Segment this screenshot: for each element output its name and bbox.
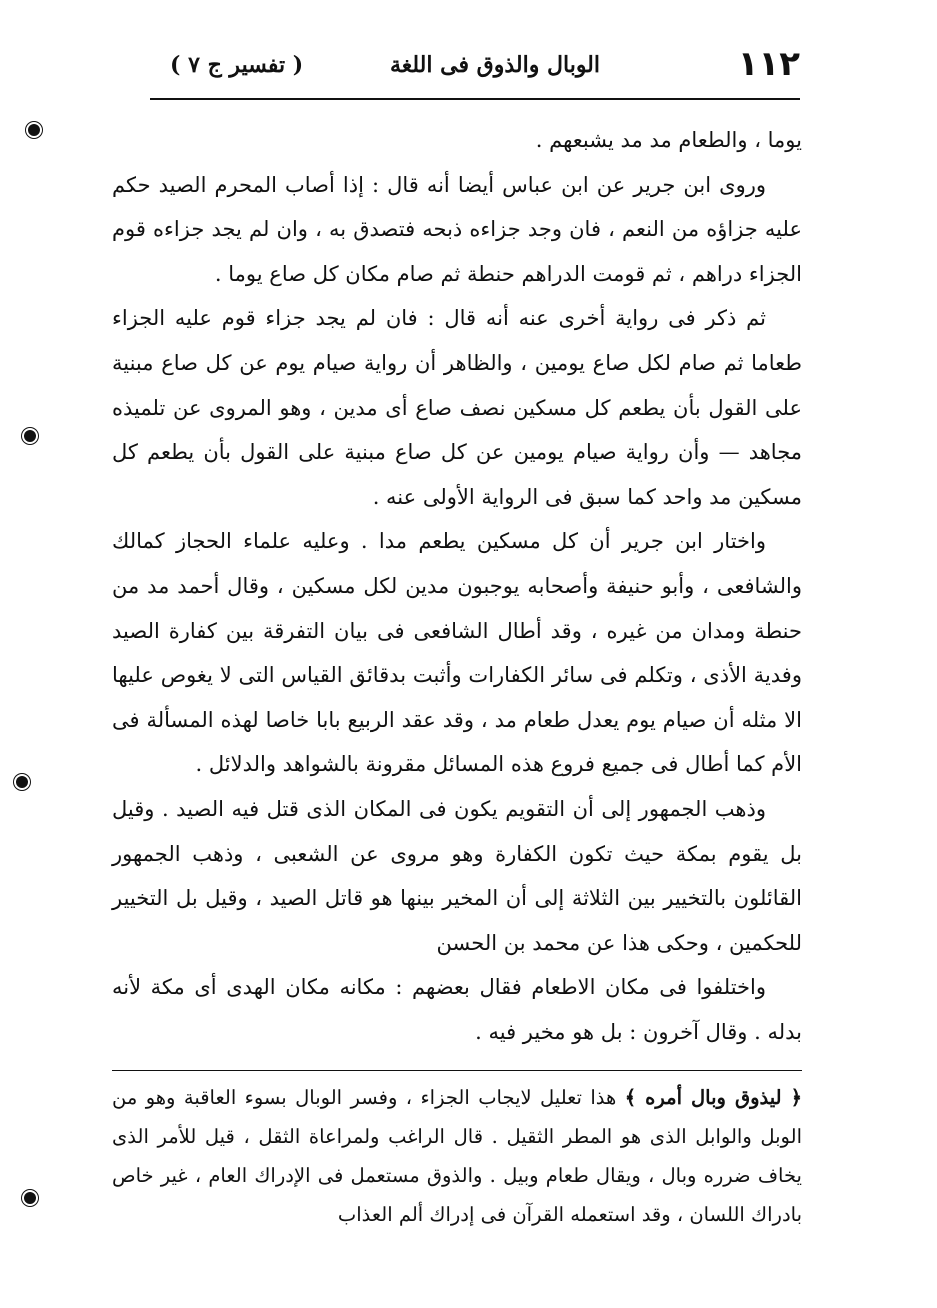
paragraph: واختار ابن جرير أن كل مسكين يطعم مدا . وعليه علماء الحجاز كمالك والشافعى ، وأبو حنيفة وأصحابه يوجبون مدين لكل مسكين ، وقال أحمد مد من حنطة ومدان من غيره ، وقد أطال الشافعى فى بيان التفرقة بين كفارة الصيد وفدية الأذى ، وتكلم فى سائر الكفارات وأثبت بدقائق القياس التى لا يغوص عليها الا مثله أن صيام يوم يعدل طعام مد ، وقد عقد الربيع بابا خاصا لهذه المسألة فى الأم كما أطال فى جميع فروع هذه المسائل مقرونة بالشواهد والدلائل . xyxy=(112,529,802,777)
paragraph: واختلفوا فى مكان الاطعام فقال بعضهم : مكانه مكان الهدى أى مكة لأنه بدله . وقال آخرون : بل هو مخير فيه . xyxy=(112,975,802,1044)
paragraph: يوما ، والطعام مد مد يشبعهم . xyxy=(535,128,802,152)
punch-hole-mark xyxy=(28,124,40,136)
punch-hole-mark xyxy=(24,1192,36,1204)
commentary-block xyxy=(112,1078,802,1234)
notes-divider xyxy=(112,1070,802,1071)
main-text xyxy=(112,118,802,1054)
punch-hole-mark xyxy=(16,776,28,788)
page-number: ١١٢ xyxy=(737,44,800,84)
paragraph: ثم ذكر فى رواية أخرى عنه أنه قال : فان لم يجد جزاء قوم عليه الجزاء طعاما ثم صام لكل صاع يومين ، والظاهر أن رواية صيام يوم عن كل صاع مبنية على القول بأن يطعم كل مسكين نصف صاع أى مدين ، وهو المروى عن تلميذه مجاهد — وأن رواية صيام يومين عن كل صاع مبنية على القول بأن يطعم كل مسكين مد واحد كما سبق فى الرواية الأولى عنه . xyxy=(112,306,802,509)
paragraph: وذهب الجمهور إلى أن التقويم يكون فى المكان الذى قتل فيه الصيد . وقيل بل يقوم بمكة حيث تكون الكفارة وهو مروى عن الشعبى ، وذهب الجمهور القائلون بالتخيير بين الثلاثة إلى أن المخير بينها هو قاتل الصيد ، وقيل بل التخيير للحكمين ، وحكى هذا عن محمد بن الحسن xyxy=(112,796,802,955)
punch-hole-mark xyxy=(24,430,36,442)
commentary-paragraph xyxy=(112,1078,802,1234)
quoted-verse: ﴿ ليذوق وبال أمره ﴾ xyxy=(624,1086,802,1109)
header-divider xyxy=(150,98,800,100)
paragraph: وروى ابن جرير عن ابن عباس أيضا أنه قال : إذا أصاب المحرم الصيد حكم عليه جزاؤه من النعم ، فان وجد جزاءه ذبحه فتصدق به ، وان لم يجد جزاءه قوم الجزاء دراهم ، ثم قومت الدراهم حنطة ثم صام مكان كل صاع يوما . xyxy=(112,172,802,286)
part-label: ( تفسير ج ٧ ) xyxy=(170,52,304,78)
running-title: الوبال والذوق فى اللغة xyxy=(389,52,600,78)
commentary-text: هذا تعليل لايجاب الجزاء ، وفسر الوبال بسوء العاقبة وهو من الوبل والوابل الذى هو المطر الثقيل . قال الراغب ولمراعاة الثقل ، قيل للأمر الذى يخاف ضرره وبال ، ويقال طعام وبيل . والذوق مستعمل فى الإدراك العام ، غير خاص بادراك اللسان ، وقد استعمله القرآن فى إدراك ألم العذاب xyxy=(112,1086,802,1226)
page-header xyxy=(150,44,800,94)
